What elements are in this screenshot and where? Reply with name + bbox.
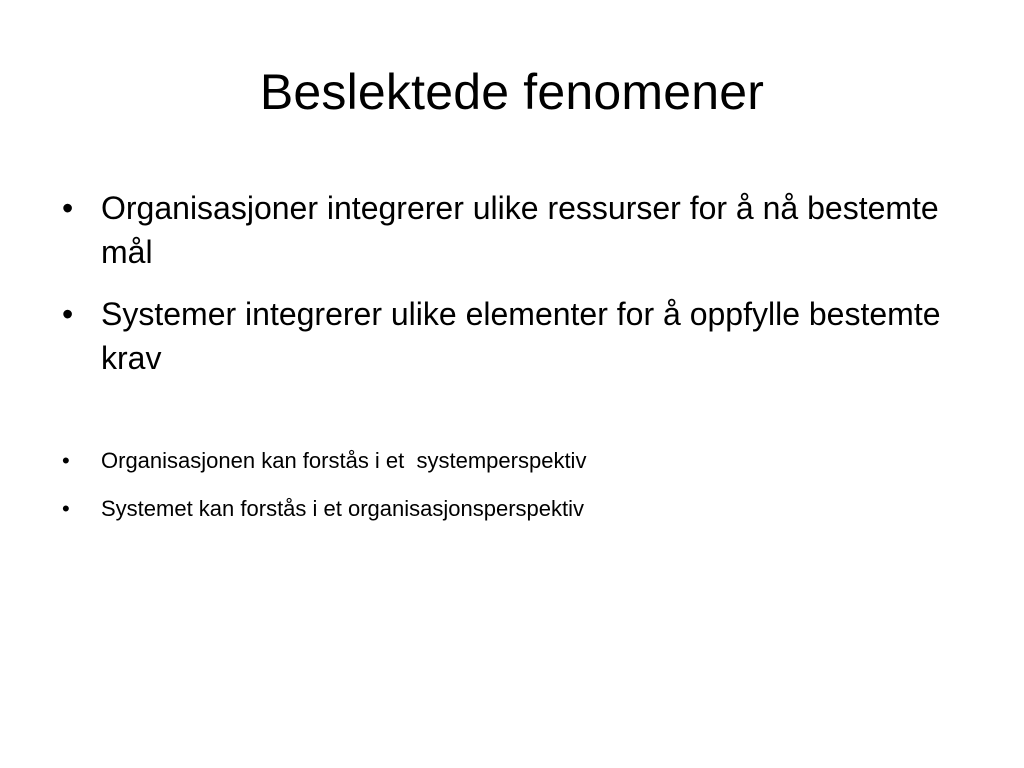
bullet-dot-icon: • — [62, 496, 70, 521]
bullet-item-organisasjonen-systemperspektiv — [58, 446, 968, 476]
bullet-text: Systemet kan forstås i et organisasjonsperspektiv — [101, 496, 585, 521]
bullet-dot-icon: • — [62, 296, 74, 332]
bullet-spacer — [58, 398, 968, 446]
bullet-text: Systemer integrerer ulike elementer for å oppfylle bestemte krav — [101, 296, 950, 376]
bullet-dot-icon: • — [62, 190, 74, 226]
bullet-dot-icon: • — [62, 448, 70, 473]
bullet-item-systemet-organisasjonsperspektiv — [58, 494, 968, 524]
bullet-item-organisasjoner — [58, 186, 968, 274]
bullet-text: Organisasjoner integrerer ulike ressurser for å nå bestemte mål — [101, 190, 948, 270]
bullet-item-systemer — [58, 292, 968, 380]
slide-title: Beslektede fenomener — [259, 64, 765, 120]
bullet-list — [58, 186, 968, 542]
bullet-text: Organisasjonen kan forstås i et systemperspektiv — [101, 448, 587, 473]
